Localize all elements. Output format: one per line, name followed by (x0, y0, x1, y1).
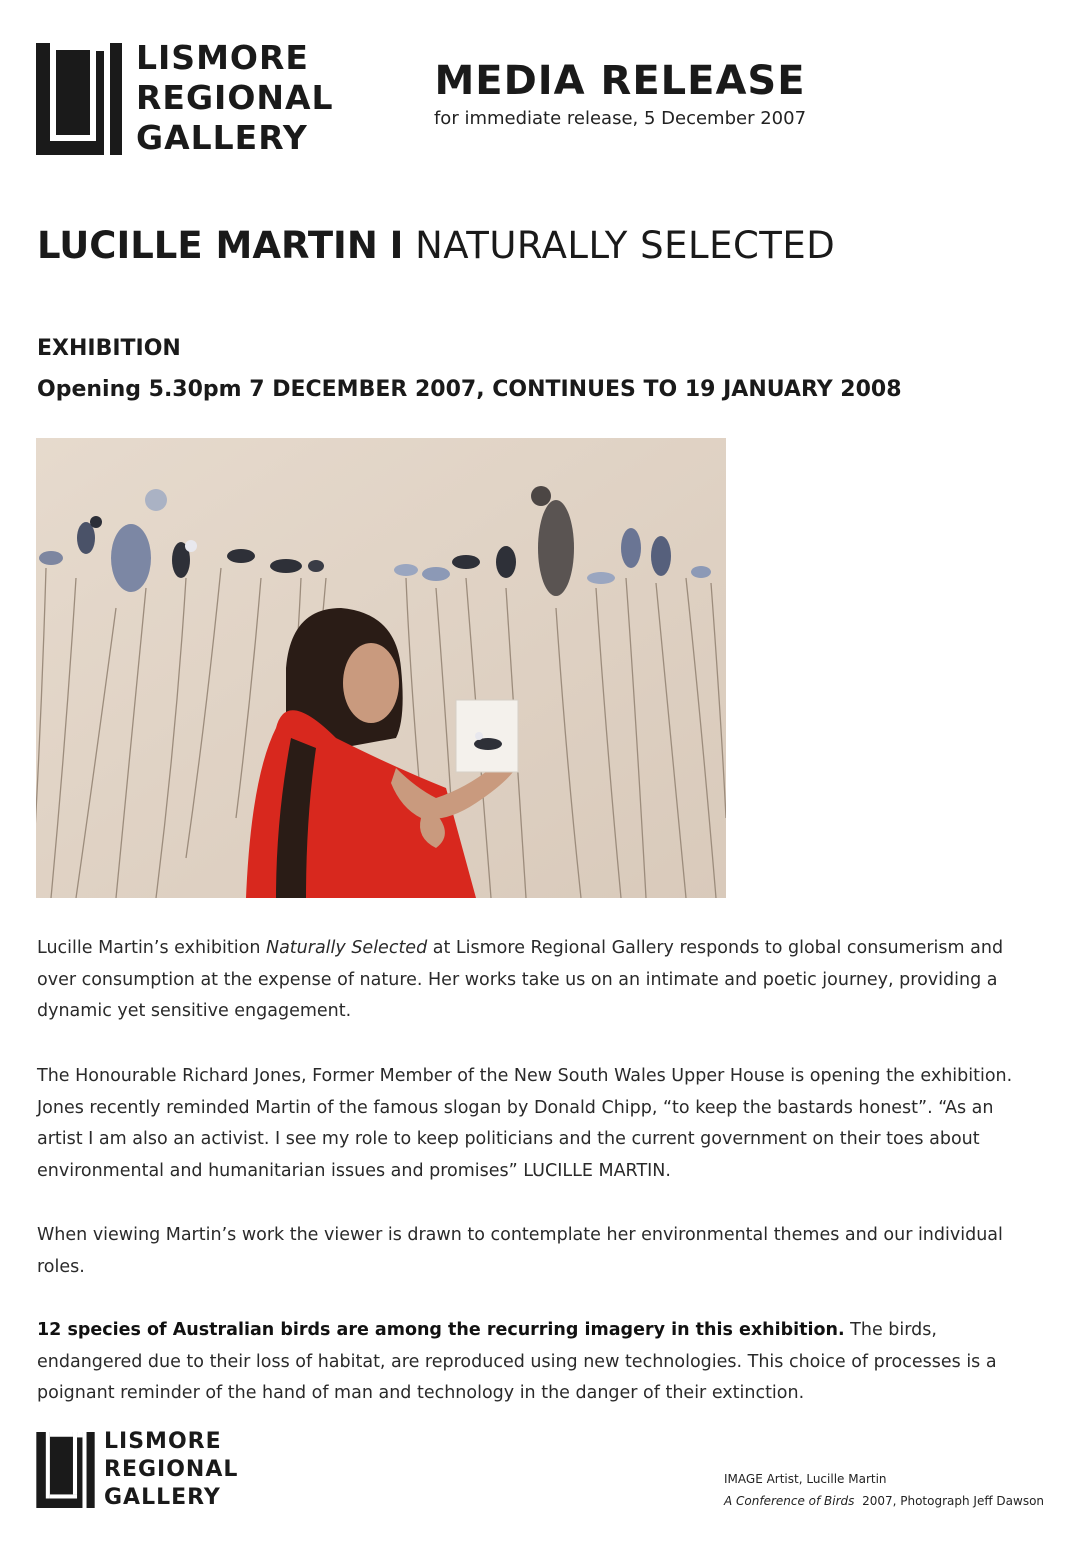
logo-line-2: REGIONAL (136, 78, 334, 117)
body-paragraph-4 (37, 1315, 1042, 1410)
credit-line-2 (724, 1490, 1044, 1512)
lrg-logo-mark-icon (36, 1432, 95, 1508)
credit-photographer: 2007, Photograph Jeff Dawson (854, 1494, 1045, 1508)
credit-artwork-title: A Conference of Birds (724, 1494, 855, 1508)
logo-wordmark (136, 38, 334, 157)
body-paragraph-2 (37, 1061, 1042, 1187)
lrg-logo-mark-icon (36, 43, 122, 155)
header-logo (36, 38, 336, 157)
credit-line-1: IMAGE Artist, Lucille Martin (724, 1472, 887, 1486)
artist-photo-illustration (36, 438, 726, 898)
footer-logo-line-2: REGIONAL (104, 1457, 239, 1482)
footer-logo (36, 1429, 256, 1510)
media-release-title: MEDIA RELEASE (434, 58, 806, 104)
title-separator: I (389, 224, 404, 267)
exhibition-label: EXHIBITION (37, 336, 181, 361)
footer-logo-line-1: LISMORE (104, 1429, 222, 1454)
page-title (37, 224, 835, 267)
logo-line-1: LISMORE (136, 38, 309, 77)
footer-logo-wordmark (104, 1431, 238, 1509)
artist-photo (36, 438, 726, 898)
p1-text-a: Lucille Martin’s exhibition (37, 938, 266, 958)
p4-bold-text: 12 species of Australian birds are among the recurring imagery in this exhibition. (37, 1320, 845, 1340)
p3-text: When viewing Martin’s work the viewer is drawn to contemplate her environmental themes and our individual roles. (37, 1225, 1003, 1277)
body-paragraph-3 (37, 1220, 1042, 1283)
exhibition-dates: Opening 5.30pm 7 DECEMBER 2007, CONTINUES TO 19 JANUARY 2008 (37, 377, 902, 402)
logo-line-3: GALLERY (136, 118, 308, 157)
p4-text: The birds, endangered due to their loss of habitat, are reproduced using new technologies. This choice of processes is a poignant reminder of the hand of man and technology in the danger of their extinction. (37, 1320, 997, 1403)
media-release-subtitle: for immediate release, 5 December 2007 (433, 108, 807, 129)
body-paragraph-1 (37, 933, 1042, 1028)
image-credit (724, 1468, 1044, 1512)
artist-name: LUCILLE MARTIN (37, 224, 378, 267)
p2-text: The Honourable Richard Jones, Former Member of the New South Wales Upper House is opening the exhibition. Jones recently reminded Martin of the famous slogan by Donald Chipp, “to keep the bastards honest”. “As an artist I am also an activist. I see my role to keep politicians and the current government on their toes about environmental and humanitarian issues and promises” LUCILLE MARTIN. (37, 1066, 1013, 1181)
p1-italic-title: Naturally Selected (265, 938, 428, 958)
footer-logo-line-3: GALLERY (104, 1485, 221, 1510)
p1-text-b: at Lismore Regional Gallery responds to global consumerism and over consumption at the expense of nature. Her works take us on an intimate and poetic journey, providing a dynamic yet sensitive engagement. (37, 938, 1004, 1021)
exhibition-title: NATURALLY SELECTED (415, 224, 836, 267)
